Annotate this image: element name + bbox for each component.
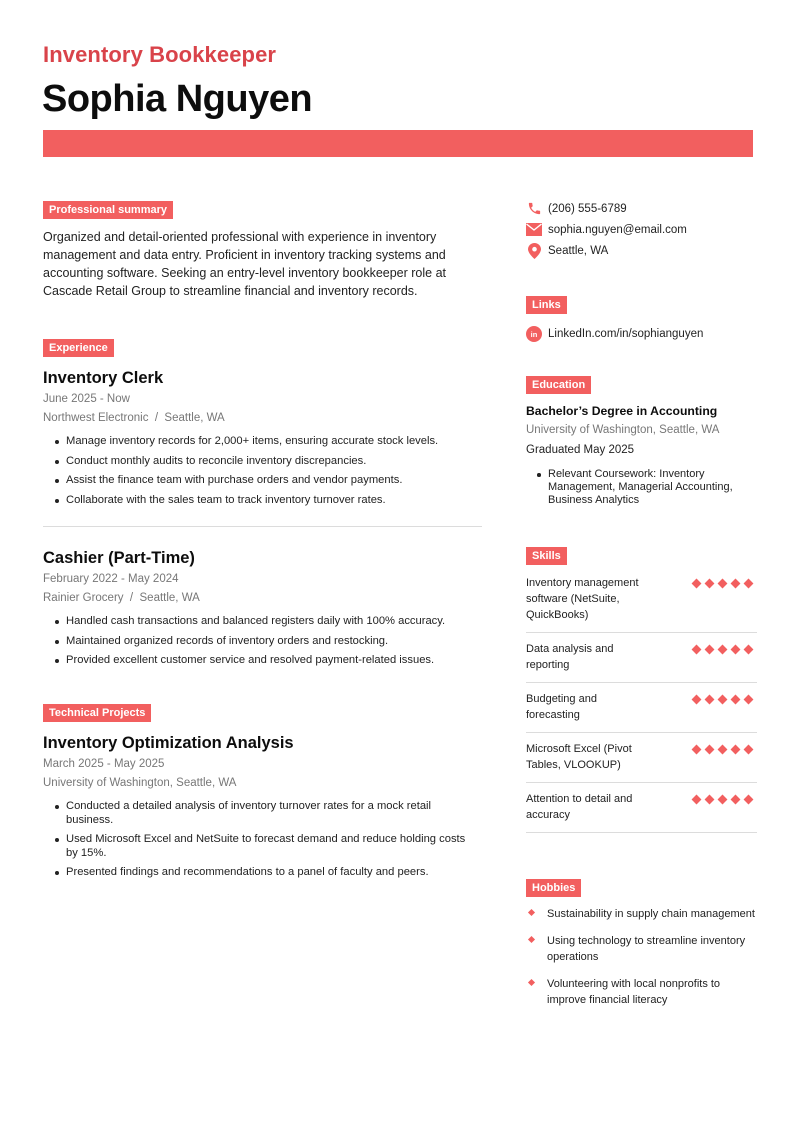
phone-icon xyxy=(526,201,542,217)
skill-name: Data analysis and reporting xyxy=(526,643,614,671)
bullet-item: Handled cash transactions and balanced registers daily with 100% accuracy. xyxy=(53,615,483,629)
hobby-item: Using technology to streamline inventory operations xyxy=(526,933,758,965)
linkedin-link[interactable] xyxy=(526,323,758,344)
skill-item xyxy=(526,683,757,733)
bullet-item: Conducted a detailed analysis of inventory turnover rates for a mock retail business. xyxy=(53,800,473,827)
skill-item xyxy=(526,733,757,783)
diamond-icon xyxy=(743,794,753,804)
entry-title: Cashier (Part-Time) xyxy=(43,549,195,567)
diamond-icon xyxy=(730,644,740,654)
bullet-item: Provided excellent customer service and resolved payment-related issues. xyxy=(53,654,483,668)
email-text: sophia.nguyen@email.com xyxy=(548,223,687,236)
experience-section xyxy=(43,338,483,513)
envelope-icon xyxy=(526,222,542,238)
diamond-icon xyxy=(743,644,753,654)
diamond-icon xyxy=(704,744,714,754)
diamond-icon xyxy=(717,794,727,804)
diamond-icon xyxy=(717,744,727,754)
skill-rating xyxy=(691,741,757,754)
education-degree: Bachelor’s Degree in Accounting xyxy=(526,404,718,418)
diamond-icon xyxy=(691,744,701,754)
project-location: University of Washington, Seattle, WA xyxy=(43,777,237,789)
skill-item xyxy=(526,783,757,833)
skill-name: Attention to detail and accuracy xyxy=(526,793,633,821)
skill-item xyxy=(526,567,757,633)
diamond-icon xyxy=(704,644,714,654)
links-section xyxy=(526,295,758,344)
header-accent-bar xyxy=(43,130,753,157)
diamond-icon xyxy=(717,644,727,654)
skill-rating xyxy=(691,691,757,704)
entry-bullets xyxy=(43,435,483,507)
hobbies-heading: Hobbies xyxy=(526,879,581,897)
diamond-icon xyxy=(691,694,701,704)
summary-section xyxy=(43,200,483,300)
education-heading: Education xyxy=(526,376,591,394)
map-pin-icon xyxy=(526,243,542,259)
project-dates: March 2025 - May 2025 xyxy=(43,758,165,770)
bullet-item: Conduct monthly audits to reconcile inventory discrepancies. xyxy=(53,455,483,469)
bullet-item: Used Microsoft Excel and NetSuite to forecast demand and reduce holding costs by 15%. xyxy=(53,833,473,860)
linkedin-icon xyxy=(526,326,542,342)
location-text: Seattle, WA xyxy=(548,244,609,257)
diamond-icon xyxy=(743,694,753,704)
skill-name: Budgeting and forecasting xyxy=(526,693,597,721)
diamond-icon xyxy=(704,694,714,704)
links-heading: Links xyxy=(526,296,567,314)
bullet-item: Manage inventory records for 2,000+ items, ensuring accurate stock levels. xyxy=(53,435,483,449)
contact-email[interactable] xyxy=(526,219,758,240)
experience-heading: Experience xyxy=(43,339,114,357)
hobbies-section xyxy=(526,878,758,1019)
bullet-item: Collaborate with the sales team to track inventory turnover rates. xyxy=(53,494,483,508)
bullet-item: Presented findings and recommendations to a panel of faculty and peers. xyxy=(53,866,473,880)
diamond-icon xyxy=(743,744,753,754)
summary-text: Organized and detail-oriented professional with experience in inventory management and data entry. Proficient in inventory tracking systems and accounting software. Seeking an entry-level inventory bookkeeper role at Cascade Retail Group to streamline financial and inventory records. xyxy=(43,230,447,298)
hobby-item: Volunteering with local nonprofits to improve financial literacy xyxy=(526,976,758,1008)
svg-text:in: in xyxy=(530,329,538,339)
projects-heading: Technical Projects xyxy=(43,704,151,722)
education-section xyxy=(526,375,758,507)
diamond-icon xyxy=(704,794,714,804)
phone-text: (206) 555-6789 xyxy=(548,202,627,215)
hobbies-list xyxy=(526,906,758,1008)
contact-location xyxy=(526,240,758,261)
contact-phone xyxy=(526,198,758,219)
education-graduation: Graduated May 2025 xyxy=(526,444,635,456)
diamond-icon xyxy=(730,694,740,704)
linkedin-text: LinkedIn.com/in/sophianguyen xyxy=(548,327,704,340)
entry-divider xyxy=(43,526,482,527)
diamond-icon xyxy=(704,578,714,588)
diamond-icon xyxy=(717,694,727,704)
skill-rating xyxy=(691,791,757,804)
skill-name: Inventory management software (NetSuite, QuickBooks) xyxy=(526,577,639,621)
diamond-icon xyxy=(691,794,701,804)
hobby-item: Sustainability in supply chain management xyxy=(526,906,758,922)
entry-company-location: Rainier Grocery / Seattle, WA xyxy=(43,592,200,604)
diamond-icon xyxy=(730,794,740,804)
skill-name: Microsoft Excel (Pivot Tables, VLOOKUP) xyxy=(526,743,632,771)
skill-rating xyxy=(691,575,757,588)
diamond-icon xyxy=(691,644,701,654)
bullet-item: Assist the finance team with purchase orders and vendor payments. xyxy=(53,474,483,488)
entry-bullets xyxy=(43,615,483,668)
education-bullets xyxy=(526,468,758,507)
entry-company-location: Northwest Electronic / Seattle, WA xyxy=(43,412,225,424)
diamond-icon xyxy=(730,744,740,754)
education-school: University of Washington, Seattle, WA xyxy=(526,424,720,436)
diamond-icon xyxy=(730,578,740,588)
entry-dates: February 2022 - May 2024 xyxy=(43,573,179,585)
experience-entry xyxy=(43,368,483,507)
skill-rating xyxy=(691,641,757,654)
skills-list xyxy=(526,567,758,833)
project-bullets xyxy=(43,800,473,880)
skill-item xyxy=(526,633,757,683)
summary-heading: Professional summary xyxy=(43,201,173,219)
projects-section xyxy=(43,703,483,886)
project-title: Inventory Optimization Analysis xyxy=(43,734,294,752)
bullet-item: Relevant Coursework: Inventory Management, Managerial Accounting, Business Analytics xyxy=(536,468,758,507)
skills-heading: Skills xyxy=(526,547,567,565)
entry-title: Inventory Clerk xyxy=(43,369,164,387)
job-title: Inventory Bookkeeper xyxy=(43,42,277,67)
bullet-item: Maintained organized records of inventory orders and restocking. xyxy=(53,635,483,649)
experience-entry xyxy=(43,538,483,674)
candidate-name: Sophia Nguyen xyxy=(42,78,313,120)
diamond-icon xyxy=(717,578,727,588)
diamond-icon xyxy=(691,578,701,588)
skills-section xyxy=(526,546,758,833)
entry-dates: June 2025 - Now xyxy=(43,393,130,405)
diamond-icon xyxy=(743,578,753,588)
contact-section xyxy=(526,198,758,261)
